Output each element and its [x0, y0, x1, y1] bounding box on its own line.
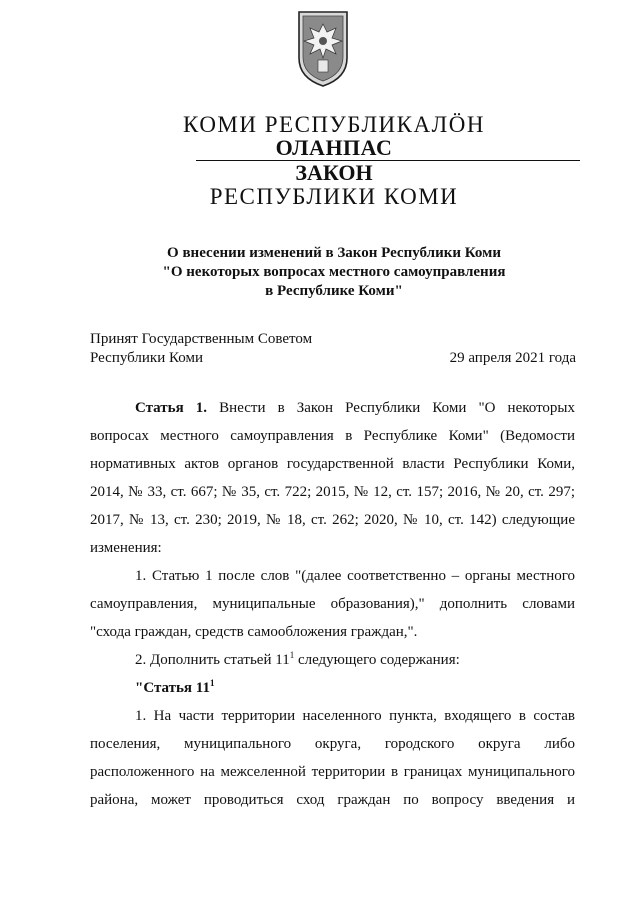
paragraph-line: 1. Статью 1 после слов "(далее соответственно – органы местного	[135, 568, 575, 584]
adopted-by-line: Республики Коми	[90, 350, 203, 366]
law-title-line: "О некоторых вопросах местного самоуправления	[162, 264, 506, 280]
coat-of-arms-emblem	[296, 8, 350, 88]
paragraph-line: 2017, № 13, ст. 230; 2019, № 18, ст. 262; 2020, № 10, ст. 142) следующие	[90, 512, 575, 528]
paragraph-line: 2014, № 33, ст. 667; № 35, ст. 722; 2015, № 12, ст. 157; 2016, № 20, ст. 297;	[90, 484, 575, 500]
paragraph-text: Внести в Закон Республики Коми "О некоторых	[219, 400, 576, 416]
article-1-first-line	[135, 398, 575, 418]
paragraph-line: района, может проводиться сход граждан по вопросу введения и	[90, 792, 575, 808]
article-11-heading	[135, 678, 575, 698]
adoption-date: 29 апреля 2021 года	[449, 350, 576, 366]
paragraph-text: 2. Дополнить статьей 11	[135, 652, 290, 668]
article-1-label: Статья 1.	[135, 400, 208, 416]
paragraph-line: поселения, муниципального округа, городского округа либо	[90, 736, 575, 752]
paragraph-text: следующего содержания:	[294, 652, 460, 668]
header-olanpas: ОЛАНПАС	[275, 135, 393, 160]
paragraph-line: расположенного на межселенной территории в границах муниципального	[90, 764, 575, 780]
law-title-line: О внесении изменений в Закон Республики Коми	[167, 245, 501, 261]
superscript: 1	[209, 678, 215, 688]
paragraph-line: изменения:	[90, 540, 162, 556]
header-komi-language: КОМИ РЕСПУБЛИКАЛӦН	[183, 112, 485, 137]
article-11-label: "Статья 11	[135, 680, 210, 696]
header-respubliki-komi: РЕСПУБЛИКИ КОМИ	[209, 184, 459, 209]
adopted-by-line: Принят Государственным Советом	[90, 331, 313, 347]
paragraph-line: 1. На части территории населенного пункта, входящего в состав	[135, 708, 575, 724]
paragraph-line: нормативных актов органов государственной власти Республики Коми,	[90, 456, 575, 472]
paragraph-line	[135, 650, 575, 670]
paragraph-line: вопросах местного самоуправления в Республике Коми" (Ведомости	[90, 428, 575, 444]
superscript: 1	[289, 650, 295, 660]
header-zakon: ЗАКОН	[295, 160, 373, 185]
paragraph-line: самоуправления, муниципальные образования)," дополнить словами	[90, 596, 575, 612]
law-title-line: в Республике Коми"	[265, 283, 403, 299]
paragraph-line: "схода граждан, средств самообложения граждан,".	[90, 624, 418, 640]
